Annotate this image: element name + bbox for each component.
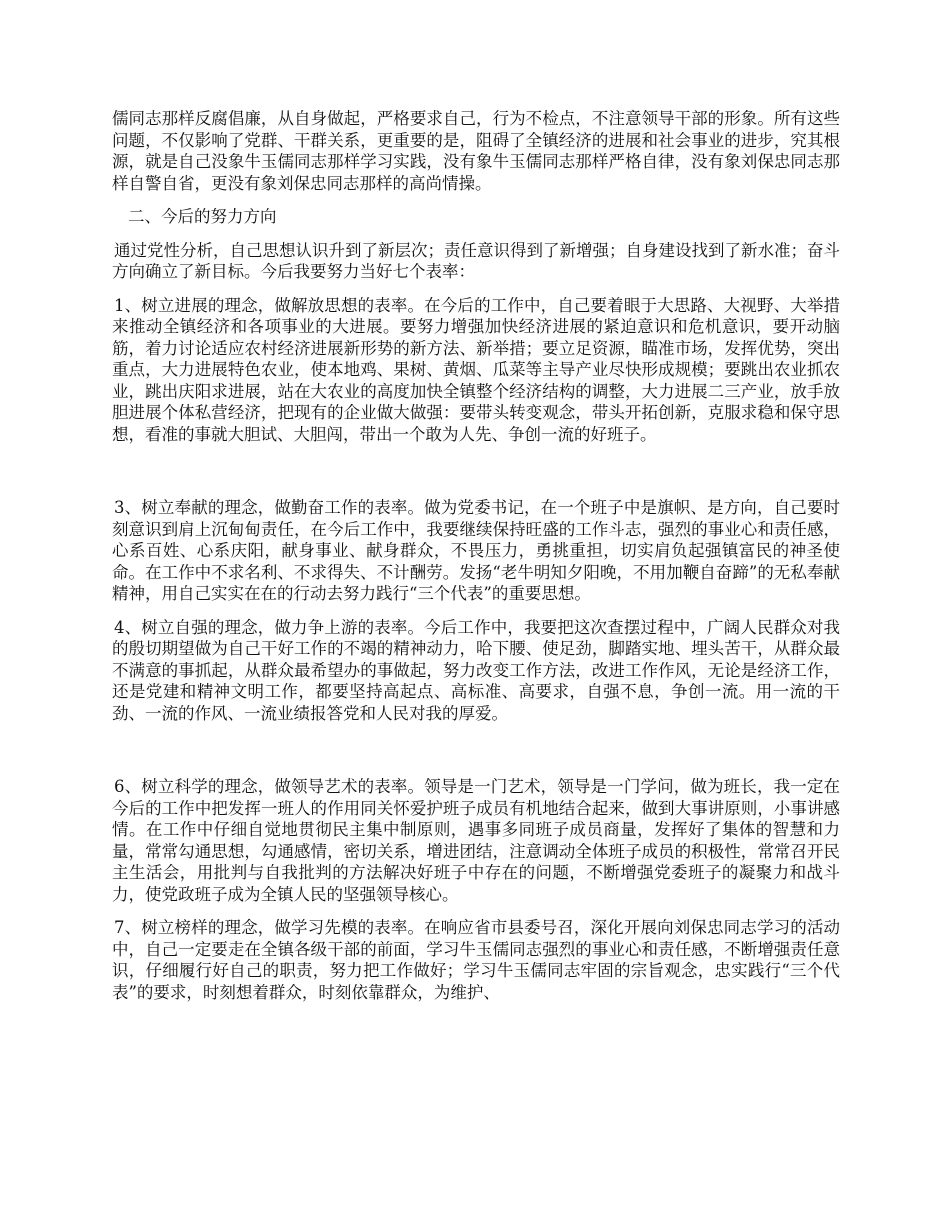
blank-gap <box>112 736 840 776</box>
blank-gap <box>112 457 840 497</box>
document-page <box>112 108 840 1015</box>
paragraph-item-3: 3、树立奉献的理念，做勤奋工作的表率。做为党委书记，在一个班子中是旗帜、是方向，自己要时刻意识到肩上沉甸甸责任，在今后工作中，我要继续保持旺盛的工作斗志，强烈的事业心和责任感，心系百姓、心系庆阳，献身事业、献身群众，不畏压力，勇挑重担，切实肩负起强镇富民的神圣使命。在工作中不求名利、不求得失、不计酬劳。发扬“老牛明知夕阳晚，不用加鞭自奋蹄”的无私奉献精神，用自己实实在在的行动去努力践行“三个代表”的重要思想。 <box>112 498 840 603</box>
paragraph-intro-continuation: 儒同志那样反腐倡廉，从自身做起，严格要求自己，行为不检点，不注意领导干部的形象。所有这些问题，不仅影响了党群、干群关系，更重要的是，阻碍了全镇经济的进展和社会事业的进步，究其根源，就是自己没象牛玉儒同志那样学习实践，没有象牛玉儒同志那样严格自律，没有象刘保忠同志那样自警自省，更没有象刘保忠同志那样的高尚情操。 <box>112 109 840 193</box>
paragraph-item-6: 6、树立科学的理念，做领导艺术的表率。领导是一门艺术，领导是一门学问，做为班长，我一定在今后的工作中把发挥一班人的作用同关怀爱护班子成员有机地结合起来，做到大事讲原则，小事讲感情。在工作中仔细自觉地贯彻民主集中制原则，遇事多同班子成员商量，发挥好了集体的智慧和力量，常常勾通思想，勾通感情，密切关系，增进团结，注意调动全体班子成员的积极性，常常召开民主生活会，用批判与自我批判的方法解决好班子中存在的问题，不断增强党委班子的凝聚力和战斗力，使党政班子成为全镇人民的坚强领导核心。 <box>112 777 840 904</box>
paragraph-item-1: 1、树立进展的理念，做解放思想的表率。在今后的工作中，自己要着眼于大思路、大视野、大举措来推动全镇经济和各项事业的大进展。要努力增强加快经济进展的紧迫意识和危机意识，要开动脑筋，着力讨论适应农村经济进展新形势的新方法、新举措；要立足资源，瞄准市场，发挥优势，突出重点，大力进展特色农业，使本地鸡、果树、黄烟、瓜菜等主导产业尽快形成规模；要跳出农业抓农业，跳出庆阳求进展，站在大农业的高度加快全镇整个经济结构的调整，大力进展二三产业，放手放胆进展个体私营经济，把现有的企业做大做强：要带头转变观念，带头开拓创新，克服求稳和保守思想，看准的事就大胆试、大胆闯，带出一个敢为人先、争创一流的好班子。 <box>112 295 840 444</box>
paragraph-item-7: 7、树立榜样的理念，做学习先模的表率。在响应省市县委号召，深化开展向刘保忠同志学习的活动中，自己一定要走在全镇各级干部的前面，学习牛玉儒同志强烈的事业心和责任感，不断增强责任意识，仔细履行好自己的职责，努力把工作做好；学习牛玉儒同志牢固的宗旨观念，忠实践行“三个代表”的要求，时刻想着群众，时刻依靠群众，为维护、 <box>112 918 840 1002</box>
section-heading: 二、今后的努力方向 <box>128 207 277 226</box>
paragraph-summary: 通过党性分析，自己思想认识升到了新层次；责任意识得到了新增强；自身建设找到了新水准；奋斗方向确立了新目标。今后我要努力当好七个表率： <box>112 240 840 281</box>
paragraph-item-4: 4、树立自强的理念，做力争上游的表率。今后工作中，我要把这次查摆过程中，广阔人民群众对我的殷切期望做为自己干好工作的不竭的精神动力，哈下腰、使足劲，脚踏实地、埋头苦干，从群众最不满意的事抓起，从群众最希望办的事做起，努力改变工作方法，改进工作作风，无论是经济工作，还是党建和精神文明工作，都要坚持高起点、高标准、高要求，自强不息，争创一流。用一流的干劲、一流的作风、一流业绩报答党和人民对我的厚爱。 <box>112 617 840 723</box>
